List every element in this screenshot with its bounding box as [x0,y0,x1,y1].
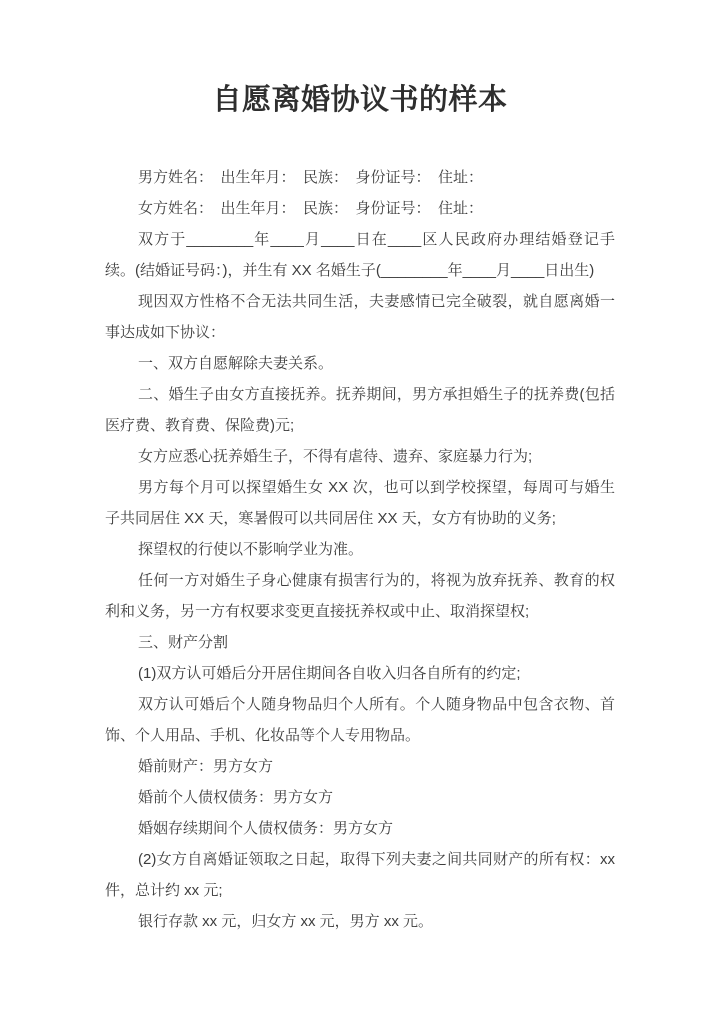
marriage-period-debts-line: 婚姻存续期间个人债权债务：男方女方 [138,820,394,837]
marriage-registration-paragraph: 双方于________年____月____日在____区人民政府办理结婚登记手续。(结婚证号码：)，并生有 XX 名婚生子(________年____月____日出生) [105,231,615,279]
clause-3-property-division: 三、财产分割 [138,634,229,651]
property-item-2-joint-assets: (2)女方自离婚证领取之日起，取得下列夫妻之间共同财产的所有权：xx 件，总计约 xx 元; [105,851,615,899]
document-title: 自愿离婚协议书的样本 [212,84,508,116]
clause-1-divorce-agreement: 一、双方自愿解除夫妻关系。 [138,355,334,372]
visitation-rights: 男方每个月可以探望婚生女 XX 次，也可以到学校探望，每周可与婚生子共同居住 XX 天，寒暑假可以共同居住 XX 天，女方有协助的义务; [105,479,615,527]
custody-care-obligation: 女方应悉心抚养婚生子，不得有虐待、遗弃、家庭暴力行为; [138,448,533,465]
wife-info-line: 女方姓名： 出生年月： 民族： 身份证号： 住址： [138,200,484,217]
property-item-1-income: (1)双方认可婚后分开居住期间各自收入归各自所有的约定; [138,665,521,682]
visitation-study-rule: 探望权的行使以不影响学业为准。 [138,541,364,558]
custody-harm-clause: 任何一方对婚生子身心健康有损害行为的，将视为放弃抚养、教育的权利和义务，另一方有权要求变更直接抚养权或中止、取消探望权; [105,572,615,620]
divorce-reason-paragraph: 现因双方性格不合无法共同生活，夫妻感情已完全破裂，就自愿离婚一事达成如下协议： [105,293,615,341]
husband-info-line: 男方姓名： 出生年月： 民族： 身份证号： 住址： [138,169,484,186]
clause-2-child-custody: 二、婚生子由女方直接抚养。抚养期间，男方承担婚生子的抚养费(包括医疗费、教育费、保险费)元; [105,386,615,434]
bank-deposits-line: 银行存款 xx 元，归女方 xx 元，男方 xx 元。 [138,913,434,930]
personal-belongings-paragraph: 双方认可婚后个人随身物品归个人所有。个人随身物品中包含衣物、首饰、个人用品、手机、化妆品等个人专用物品。 [105,696,615,744]
premarital-debts-line: 婚前个人债权债务：男方女方 [138,789,334,806]
premarital-property-line: 婚前财产：男方女方 [138,758,274,775]
